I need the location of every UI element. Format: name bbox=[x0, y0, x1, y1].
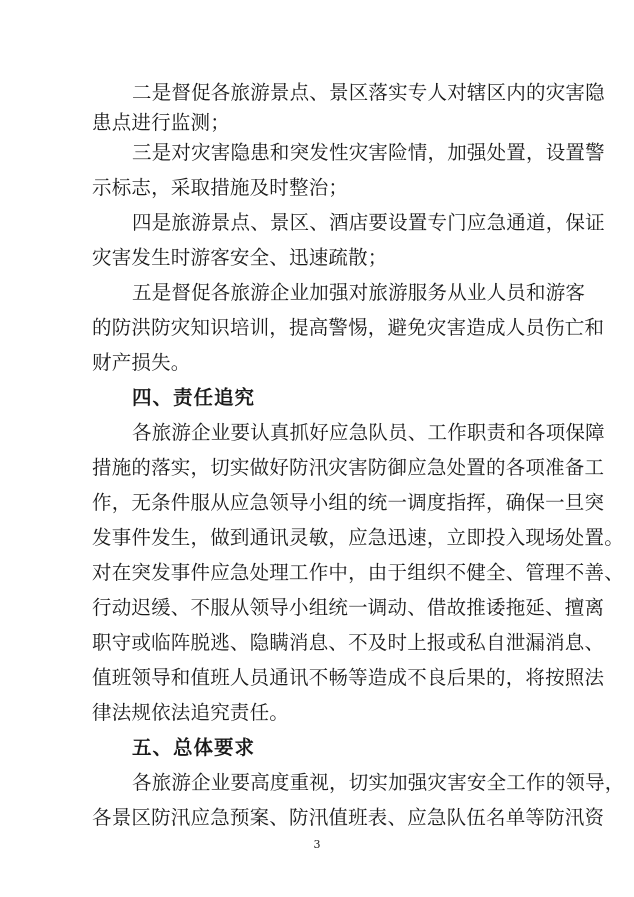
paragraph-line: 行动迟缓、不服从领导小组统一调动、借故推诿拖延、擅离 bbox=[92, 596, 605, 619]
paragraph-line: 示标志，采取措施及时整治； bbox=[92, 176, 349, 199]
paragraph-line: 对在突发事件应急处理工作中，由于组织不健全、管理不善、 bbox=[92, 561, 624, 584]
paragraph-line: 措施的落实，切实做好防汛灾害防御应急处置的各项准备工 bbox=[92, 456, 605, 479]
paragraph-line: 作，无条件服从应急领导小组的统一调度指挥，确保一旦突 bbox=[92, 491, 605, 514]
paragraph-line: 财产损失。 bbox=[92, 351, 191, 374]
paragraph-line: 二是督促各旅游景点、景区落实专人对辖区内的灾害隐 bbox=[132, 81, 605, 104]
paragraph-line: 发事件发生，做到通讯灵敏，应急迅速，立即投入现场处置。 bbox=[92, 526, 624, 549]
paragraph-line: 各旅游企业要认真抓好应急队员、工作职责和各项保障 bbox=[132, 421, 605, 444]
section-heading: 四、责任追究 bbox=[132, 386, 256, 409]
paragraph-line: 各景区防汛应急预案、防汛值班表、应急队伍名单等防汛资 bbox=[92, 806, 605, 829]
paragraph-line: 职守或临阵脱逃、隐瞒消息、不及时上报或私自泄漏消息、 bbox=[92, 631, 605, 654]
paragraph-line: 灾害发生时游客安全、迅速疏散； bbox=[92, 246, 388, 269]
paragraph-line: 患点进行监测； bbox=[92, 111, 230, 134]
paragraph-line: 三是对灾害隐患和突发性灾害险情，加强处置，设置警 bbox=[132, 141, 605, 164]
paragraph-line: 各旅游企业要高度重视，切实加强灾害安全工作的领导， bbox=[132, 771, 625, 794]
paragraph-line: 四是旅游景点、景区、酒店要设置专门应急通道，保证 bbox=[132, 211, 605, 234]
page-number: 3 bbox=[313, 838, 321, 851]
paragraph-line: 律法规依法追究责任。 bbox=[92, 701, 290, 724]
paragraph-line: 的防洪防灾知识培训，提高警惕，避免灾害造成人员伤亡和 bbox=[92, 316, 605, 339]
section-heading: 五、总体要求 bbox=[132, 736, 256, 759]
paragraph-line: 值班领导和值班人员通讯不畅等造成不良后果的，将按照法 bbox=[92, 666, 605, 689]
paragraph-line: 五是督促各旅游企业加强对旅游服务从业人员和游客 bbox=[132, 281, 586, 304]
